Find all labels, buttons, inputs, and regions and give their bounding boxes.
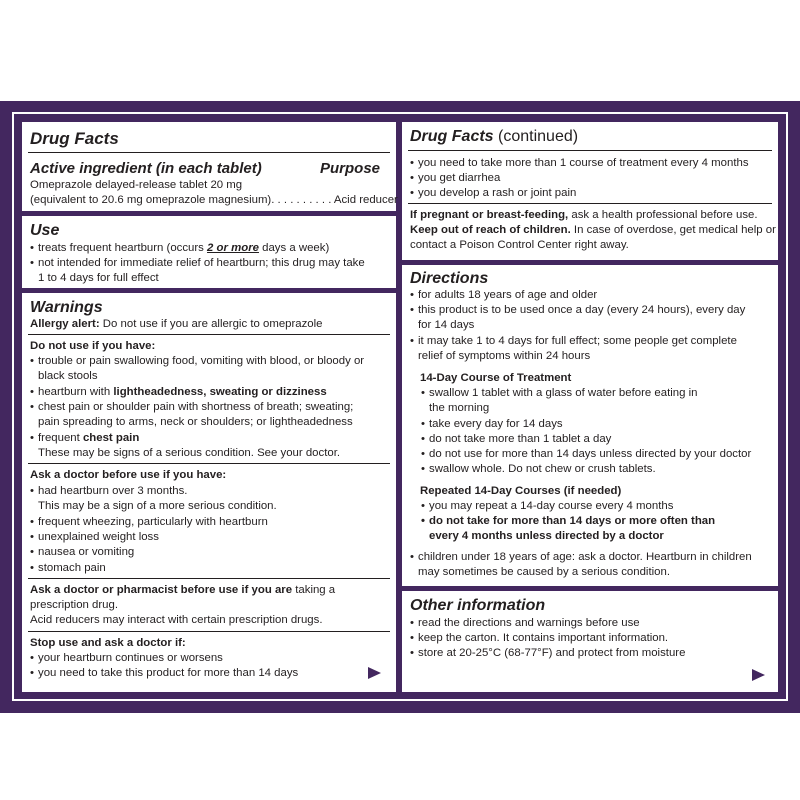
pregnancy-warning: If pregnant or breast-feeding, ask a health professional before use. (410, 209, 758, 221)
active-ingredient-heading: Active ingredient (in each tablet) (30, 160, 262, 177)
ask-doctor-heading: Ask a doctor before use if you have: (30, 469, 227, 481)
stop-use-item: • you develop a rash or joint pain (418, 186, 576, 201)
divider (28, 578, 390, 579)
panel-inner-border (12, 112, 788, 701)
stop-use-heading: Stop use and ask a doctor if: (30, 637, 186, 649)
continued-section (402, 122, 778, 262)
course-item-cont: the morning (429, 402, 490, 414)
use-heading: Use (30, 222, 60, 239)
use-bullet-2: • not intended for immediate relief of heartburn; this drug may take (38, 256, 365, 271)
do-not-use-item-cont: pain spreading to arms, neck or shoulders; or lightheadedness (38, 416, 353, 428)
directions-item-cont: relief of symptoms within 24 hours (418, 350, 591, 362)
right-column (402, 122, 778, 692)
divider (28, 631, 390, 632)
warnings-section (22, 293, 396, 692)
directions-heading: Directions (410, 270, 489, 287)
stop-use-item: • your heartburn continues or worsens (38, 651, 223, 666)
active-ingredient-purpose-line: (equivalent to 20.6 mg omeprazole magnesium). . . . . . . . . . Acid reducer (30, 194, 398, 206)
directions-section (402, 265, 778, 586)
repeat-course-heading: Repeated 14-Day Courses (if needed) (420, 485, 622, 497)
use-bullet-2-cont: 1 to 4 days for full effect (38, 272, 159, 284)
do-not-use-item: • chest pain or shoulder pain with shortness of breath; sweating; (38, 400, 353, 415)
left-column (22, 122, 396, 692)
ask-doctor-item: • unexplained weight loss (38, 530, 159, 545)
directions-item-cont: for 14 days (418, 319, 475, 331)
ask-pharmacist-line-3: Acid reducers may interact with certain prescription drugs. (30, 614, 323, 626)
stop-use-item: • you get diarrhea (418, 171, 500, 186)
directions-item: • it may take 1 to 4 days for full effect; some people get complete (418, 334, 737, 349)
do-not-use-heading: Do not use if you have: (30, 340, 156, 352)
ask-doctor-item-cont: This may be a sign of a more serious condition. (38, 500, 277, 512)
directions-item-cont: may sometimes be caused by a serious condition. (418, 566, 670, 578)
other-information-section (402, 591, 778, 692)
ask-pharmacist-line-2: prescription drug. (30, 599, 119, 611)
course-item: • take every day for 14 days (429, 417, 563, 432)
keep-out-of-reach-cont: contact a Poison Control Center right away. (410, 239, 629, 251)
do-not-use-item: • heartburn with lightheadedness, sweating or dizziness (38, 385, 327, 400)
ask-doctor-item: • stomach pain (38, 561, 106, 576)
do-not-use-item: • trouble or pain swallowing food, vomiting with blood, or bloody or (38, 354, 364, 369)
do-not-use-note: These may be signs of a serious condition. See your doctor. (38, 447, 341, 459)
stop-use-item: • you need to take this product for more than 14 days (38, 666, 298, 681)
active-ingredient-line: Omeprazole delayed-release tablet 20 mg (30, 179, 243, 191)
drug-facts-panel (0, 101, 800, 713)
other-information-item: • read the directions and warnings before use (418, 616, 640, 631)
divider (28, 152, 390, 153)
purpose-heading: Purpose (319, 160, 380, 177)
repeat-course-item: • do not take for more than 14 days or more often than (429, 514, 715, 529)
warnings-heading: Warnings (30, 299, 103, 316)
course-heading: 14-Day Course of Treatment (420, 372, 572, 384)
use-section (22, 216, 396, 288)
ask-doctor-item: • had heartburn over 3 months. (38, 484, 187, 499)
do-not-use-item: • frequent chest pain (38, 431, 139, 446)
do-not-use-item-cont: black stools (38, 370, 98, 382)
course-item: • do not use for more than 14 days unless directed by your doctor (429, 447, 751, 462)
other-information-item: • store at 20-25°C (68-77°F) and protect from moisture (418, 646, 685, 661)
use-bullet-1: • treats frequent heartburn (occurs 2 or more days a week) (38, 241, 329, 256)
other-information-item: • keep the carton. It contains important information. (418, 631, 668, 646)
ask-doctor-item: • nausea or vomiting (38, 545, 134, 560)
repeat-course-item: • you may repeat a 14-day course every 4 months (429, 499, 673, 514)
directions-item: • children under 18 years of age: ask a doctor. Heartburn in children (418, 550, 752, 565)
ask-pharmacist-line: Ask a doctor or pharmacist before use if you are taking a (30, 584, 336, 596)
directions-item: • for adults 18 years of age and older (418, 288, 597, 303)
repeat-course-item-cont: every 4 months unless directed by a doctor (429, 530, 664, 542)
divider (408, 203, 772, 204)
divider (408, 150, 772, 151)
divider (28, 463, 390, 464)
right-triangle-arrow-icon (752, 669, 765, 681)
ask-doctor-item: • frequent wheezing, particularly with heartburn (38, 515, 268, 530)
right-triangle-arrow-icon (368, 667, 381, 679)
keep-out-of-reach: Keep out of reach of children. In case of overdose, get medical help or (410, 224, 776, 236)
directions-item: • this product is to be used once a day (every 24 hours), every day (418, 303, 745, 318)
stop-use-item: • you need to take more than 1 course of treatment every 4 months (418, 156, 749, 171)
drug-facts-title: Drug Facts (30, 129, 119, 148)
course-item: • do not take more than 1 tablet a day (429, 432, 611, 447)
divider (28, 334, 390, 335)
drug-facts-continued-title: Drug Facts (continued) (410, 128, 579, 145)
allergy-alert: Allergy alert: Do not use if you are allergic to omeprazole (30, 318, 323, 330)
course-item: • swallow whole. Do not chew or crush tablets. (429, 462, 656, 477)
course-item: • swallow 1 tablet with a glass of water before eating in (429, 386, 697, 401)
other-information-heading: Other information (410, 597, 546, 614)
